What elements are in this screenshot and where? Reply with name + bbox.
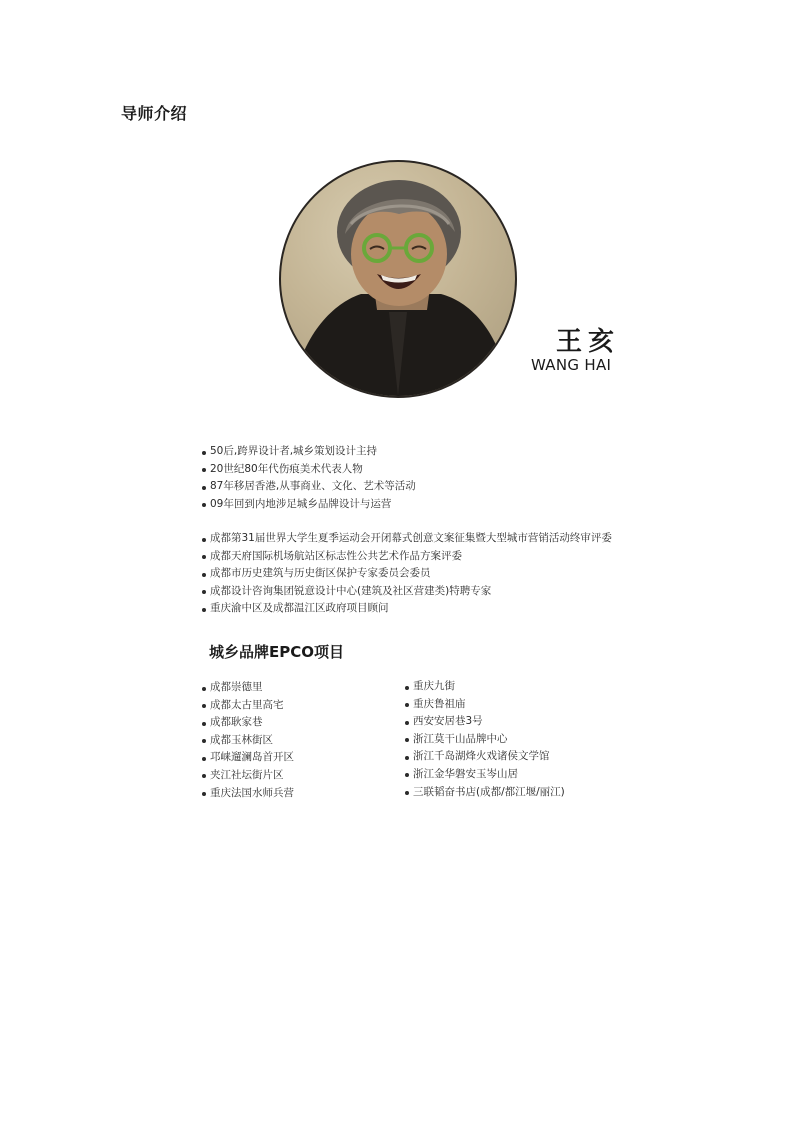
portrait-illustration [281, 162, 515, 396]
list-item: 重庆鲁祖庙 [405, 696, 565, 714]
page-title: 导师介绍 [121, 104, 188, 123]
list-item: 浙江千岛湖烽火戏诸侯文学馆 [405, 748, 565, 766]
list-item: 87年移居香港,从事商业、文化、艺术等活动 [202, 478, 416, 496]
mentor-name-english: WANG HAI [531, 356, 612, 374]
list-item: 浙江金华磐安玉岑山居 [405, 766, 565, 784]
list-item: 成都市历史建筑与历史街区保护专家委员会委员 [202, 565, 612, 583]
list-item: 成都玉林街区 [202, 732, 294, 750]
list-item: 浙江莫干山品牌中心 [405, 731, 565, 749]
list-item: 重庆渝中区及成都温江区政府项目顾问 [202, 600, 612, 618]
list-item: 成都耿家巷 [202, 714, 294, 732]
list-item: 夹江社坛街片区 [202, 767, 294, 785]
list-item: 西安安居巷3号 [405, 713, 565, 731]
list-item: 09年回到内地涉足城乡品牌设计与运营 [202, 496, 416, 514]
projects-list-right [405, 678, 565, 801]
list-item: 重庆九街 [405, 678, 565, 696]
list-item: 重庆法国水师兵营 [202, 785, 294, 803]
list-item: 成都第31届世界大学生夏季运动会开闭幕式创意文案征集暨大型城市营销活动终审评委 [202, 530, 612, 548]
mentor-name-chinese: 王亥 [556, 327, 621, 357]
list-item: 三联韬奋书店(成都/都江堰/丽江) [405, 784, 565, 802]
list-item: 成都太古里高宅 [202, 697, 294, 715]
list-item: 20世纪80年代伤痕美术代表人物 [202, 461, 416, 479]
list-item: 邛崃遛澜岛首开区 [202, 749, 294, 767]
projects-list-left [202, 679, 294, 802]
portrait-photo [279, 160, 517, 398]
projects-title: 城乡品牌EPCO项目 [209, 643, 345, 661]
list-item: 成都设计咨询集团锐意设计中心(建筑及社区营建类)特聘专家 [202, 583, 612, 601]
list-item: 成都崇德里 [202, 679, 294, 697]
bio-list [202, 443, 416, 513]
roles-list [202, 530, 612, 618]
list-item: 50后,跨界设计者,城乡策划设计主持 [202, 443, 416, 461]
list-item: 成都天府国际机场航站区标志性公共艺术作品方案评委 [202, 548, 612, 566]
